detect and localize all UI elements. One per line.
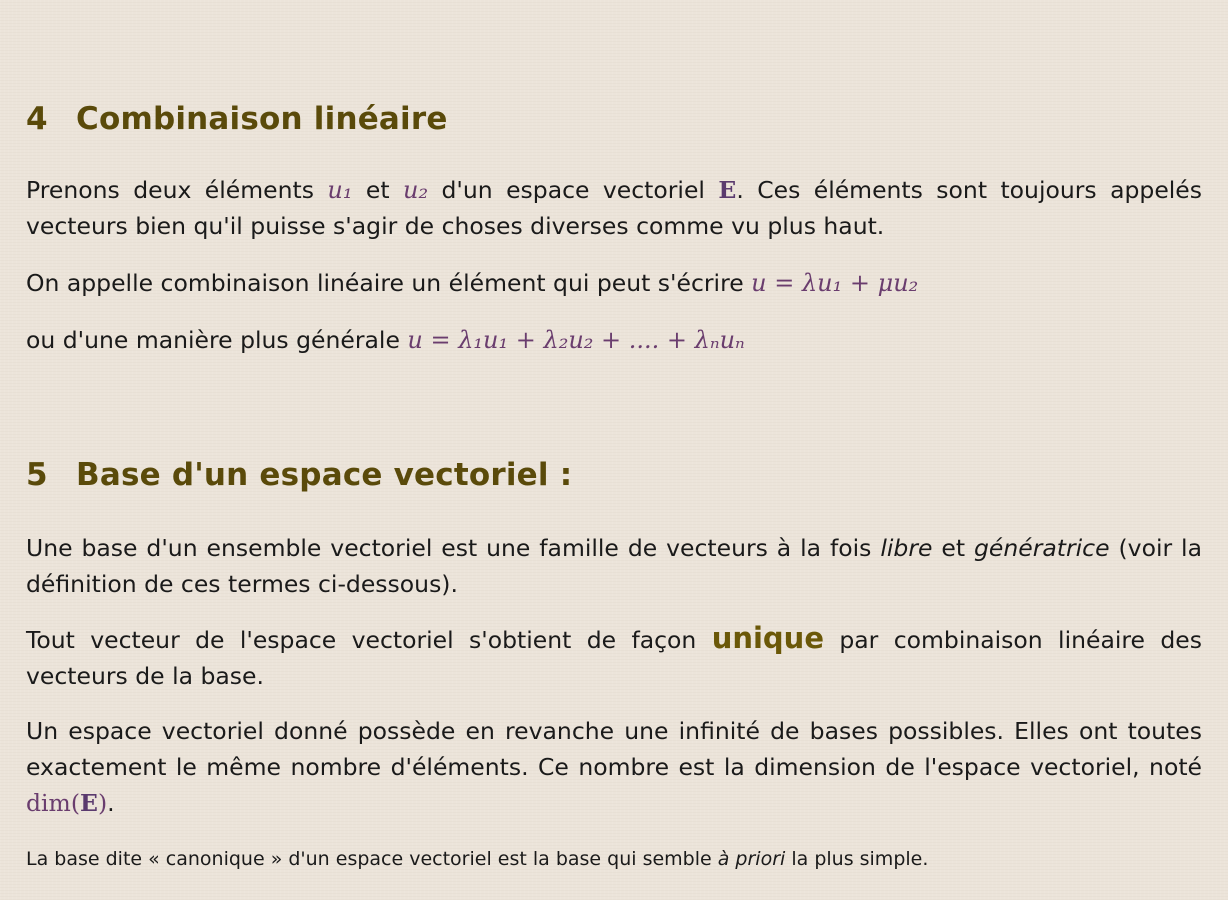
text-run: Tout vecteur de l'espace vectoriel s'obtient de façon [26,626,712,654]
text-run: d'un espace vectoriel [428,176,719,204]
section-5-paragraph-3 [26,713,1202,821]
text-run: ou d'une manière plus générale [26,326,408,354]
math-space-E: E [718,176,737,204]
section-4-paragraph-2 [26,265,1202,301]
section-5-paragraph-4 [26,845,1202,873]
text-run: (voir la définition de ces termes ci-dessous). [26,534,1202,598]
section-4-paragraph-1 [26,172,1202,244]
section-5-number: 5 [26,457,48,493]
math-paren: ) [97,789,108,817]
section-4-title: Combinaison linéaire [76,101,448,137]
math-space-E: E [80,789,98,817]
highlight-unique: unique [711,621,824,655]
emphasis-libre: libre [880,534,933,562]
section-4-number: 4 [26,101,48,137]
section-5-heading [26,457,572,493]
section-4-paragraph-3 [26,322,1202,358]
text-run: Un espace vectoriel donné possède en revanche une infinité de bases possibles. Elles ont toutes exactement le même nombre d'éléments. Ce nombre est la dimension de l'espace vectoriel, noté [26,717,1202,781]
text-run: Prenons deux éléments [26,176,328,204]
text-run: On appelle combinaison linéaire un élément qui peut s'écrire [26,269,752,297]
math-u2: u₂ [402,176,429,204]
text-run: et [352,176,403,204]
math-dim: dim [26,789,71,817]
math-u1: u₁ [327,176,353,204]
emphasis-a-priori: à priori [717,848,786,870]
section-5-paragraph-2 [26,620,1202,694]
text-run: . [107,789,115,817]
emphasis-generatrice: génératrice [973,534,1110,562]
text-run: et [932,534,974,562]
text-run: . Ces éléments sont toujours appelés vecteurs bien qu'il puisse s'agir de choses diverses comme vu plus haut. [26,176,1203,240]
section-5-title: Base d'un espace vectoriel : [76,457,573,493]
text-run: Une base d'un ensemble vectoriel est une famille de vecteurs à la fois [26,534,881,562]
formula-linear-combination: u = λu₁ + μu₂ [751,269,919,297]
math-paren: ( [70,789,81,817]
text-run: La base dite « canonique » d'un espace vectoriel est la base qui semble [26,848,718,870]
section-5-paragraph-1 [26,530,1202,602]
text-run: par combinaison linéaire des vecteurs de la base. [26,626,1202,690]
formula-general-combination: u = λ₁u₁ + λ₂u₂ + .... + λₙuₙ [407,326,745,354]
section-4-heading [26,101,448,137]
text-run: la plus simple. [785,848,929,870]
